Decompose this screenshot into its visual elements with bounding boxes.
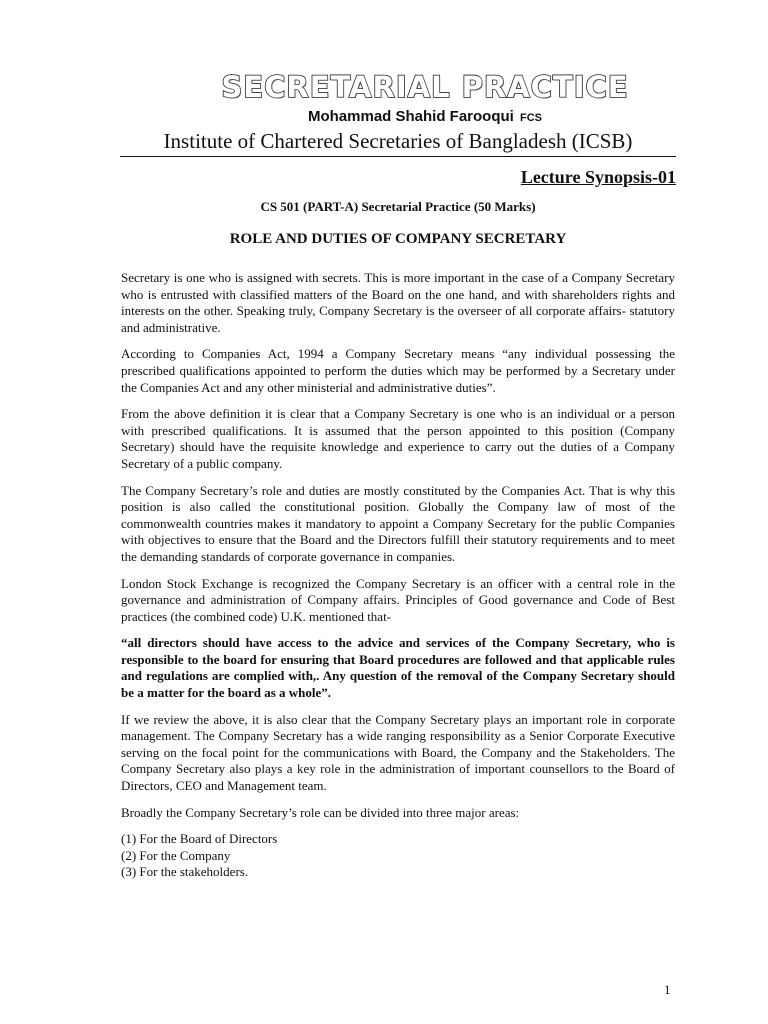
role-list (121, 831, 675, 881)
lecture-label: Lecture Synopsis-01 (520, 167, 676, 187)
paragraph-1: Secretary is one who is assigned with secrets. This is more important in the case of a Company Secretary who is entrusted with classified matters of the Board on the one hand, and with shareholders rights and interests on the other. Speaking truly, Company Secretary is the overseer of all corporate affairs- statutory and administrative. (121, 270, 675, 335)
paragraph-7: If we review the above, it is also clear that the Company Secretary plays an important role in corporate management. The Company Secretary has a wide ranging responsibility as a Senior Corporate Executive serving on the focal point for the communications with Board, the Company and the Stakeholders. The Company Secretary also plays a key role in the administration of important counsellors to the Board of Directors, CEO and Management team. (121, 711, 675, 794)
list-item: (3) For the stakeholders. (121, 864, 249, 880)
author-name: Mohammad Shahid Farooqui (307, 108, 514, 125)
quote-paragraph: “all directors should have access to the advice and services of the Company Secretary, who is responsible to the board for ensuring that Board procedures are followed and that applicable rules and regulations are complied with,. Any question of the removal of the Company Secretary should be a matter for the board as a whole”. (121, 635, 675, 701)
page-number: 1 (664, 982, 671, 997)
document-title: SECRETARIAL PRACTICE (221, 70, 629, 104)
section-heading: ROLE AND DUTIES OF COMPANY SECRETARY (229, 231, 567, 247)
author-line (0, 108, 768, 125)
paragraph-5: London Stock Exchange is recognized the Company Secretary is an officer with a central role in the governance and administration of Company affairs. Principles of Good governance and Code of Best practices (the combined code) U.K. mentioned that- (121, 575, 675, 624)
list-item: (1) For the Board of Directors (121, 831, 278, 847)
list-item: (2) For the Company (121, 847, 231, 863)
course-line: CS 501 (PART-A) Secretarial Practice (50 Marks) (260, 199, 536, 214)
author-suffix: FCS (520, 112, 542, 124)
paragraph-3: From the above definition it is clear that a Company Secretary is one who is an individual or a person with prescribed qualifications. It is assumed that the person appointed to this position (Company Secretary) should have the requisite knowledge and experience to carry out the duties of a Company Secretary of a public company. (121, 406, 675, 471)
paragraph-2: According to Companies Act, 1994 a Company Secretary means “any individual possessing the prescribed qualifications appointed to perform the duties which may be performed by a Secretary under the Companies Act and any other ministerial and administrative duties”. (121, 346, 675, 395)
paragraph-8: Broadly the Company Secretary’s role can be divided into three major areas: (121, 804, 520, 820)
body-text (121, 270, 675, 881)
institute-name: Institute of Chartered Secretaries of Bangladesh (ICSB) (120, 129, 676, 157)
paragraph-4: The Company Secretary’s role and duties are mostly constituted by the Companies Act. That is why this position is also called the constitutional position. Globally the Company law of most of the commonwealth countries makes it mandatory to appoint a Company Secretary for the public Companies with objectives to ensure that the Board and the Directors fulfill their statutory requirements and to meet the demanding standards of corporate governance in companies. (121, 482, 675, 564)
